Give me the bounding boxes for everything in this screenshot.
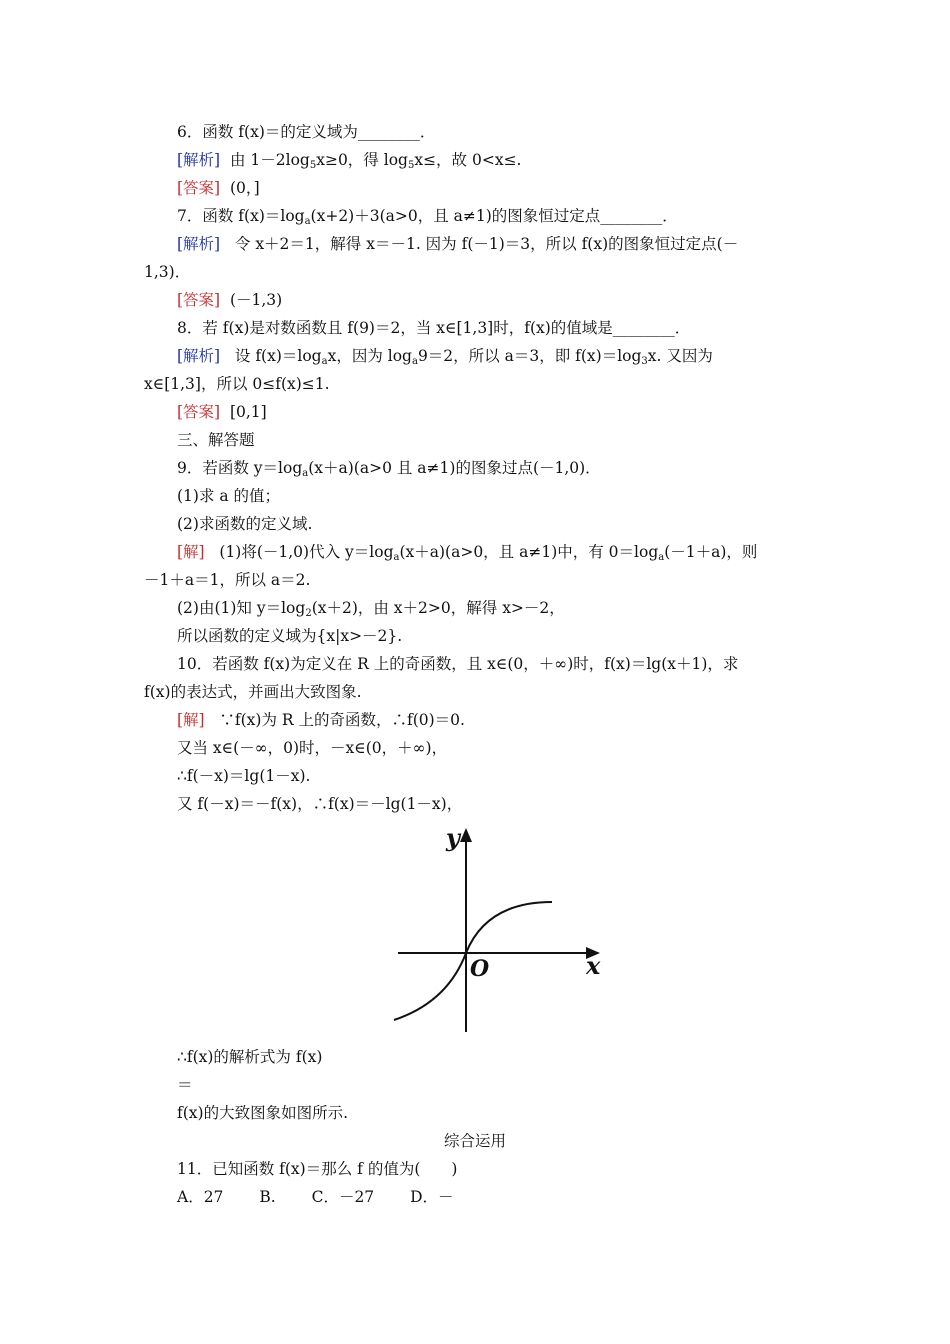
q10-expression: ∴f(x)的解析式为 f(x) xyxy=(177,1048,323,1066)
q10-solution-3: ∴f(－x)＝lg(1－x). xyxy=(177,767,311,785)
q9-part2: (2)求函数的定义域. xyxy=(177,515,313,533)
q9-text: 9．若函数 $y=\log_a(x+a)(a>0$ 且 a≠1)的图象过点(－1,0)． xyxy=(177,459,601,479)
q7-analysis-cont: 1,3)． xyxy=(144,263,191,281)
q9-solution: [解] (1)将(－1,0)代入 $y=\log_a(x+a)(a>0$，且 a≠1)中，有 $0=\log_a(-1+a)$，则 xyxy=(177,543,758,563)
q10-solution-4: 又 f(－x)＝－f(x)，∴f(x)＝－lg(1－x)， xyxy=(177,795,463,813)
q6-text: 6．函数 f(x)＝的定义域为________． xyxy=(177,123,436,141)
q7-text: 7．函数 $f(x)=\log_a(x+2)+3(a>0$，且 a≠1)的图象恒过定点________． xyxy=(177,207,678,227)
q10-graph-note: f(x)的大致图象如图所示. xyxy=(177,1104,349,1122)
q10-equals: ＝ xyxy=(177,1076,193,1094)
answer-tag: [答案] xyxy=(177,179,221,197)
answer-tag: [答案] xyxy=(177,291,221,309)
q10-text: 10．若函数 f(x)为定义在 R 上的奇函数，且 x∈(0，＋∞)时，f(x)＝lg(x＋1)，求 xyxy=(177,655,739,673)
q10-text-cont: f(x)的表达式，并画出大致图象. xyxy=(144,683,362,701)
analysis-tag: [解析] xyxy=(177,151,221,169)
y-axis-arrow xyxy=(460,828,472,842)
q7-analysis: [解析] 令 x＋2＝1，解得 x＝－1. 因为 f(－1)＝3，所以 f(x)的图象恒过定点(－ xyxy=(177,235,739,253)
function-graph xyxy=(380,818,620,1038)
q6-analysis: [解析] 由 $1-2\log_5x\ge 0$，得 $\log_5x\le$，故 0<x≤. xyxy=(177,151,522,171)
analysis-tag: [解析] xyxy=(177,235,221,253)
q9-solution-cont: －1＋a＝1，所以 a＝2. xyxy=(144,571,311,589)
q9-solution-part2: (2)由(1)知 $y=\log_2(x+2)$，由 x＋2>0，解得 x>－2， xyxy=(177,599,565,619)
q8-analysis-cont: x∈[1,3]，所以 0≤f(x)≤1. xyxy=(144,375,330,393)
q8-answer: [答案] [0,1] xyxy=(177,403,267,421)
x-axis-label: x xyxy=(586,951,601,980)
section-comprehensive: 综合运用 xyxy=(443,1132,506,1150)
q9-domain: 所以函数的定义域为{x|x>－2}. xyxy=(177,627,403,645)
q8-text: 8．若 f(x)是对数函数且 f(9)＝2，当 x∈[1,3]时，f(x)的值域是________． xyxy=(177,319,691,337)
q11-choices: A．27 B. C．－27 D．－ xyxy=(177,1188,454,1206)
y-axis-label: y xyxy=(446,823,460,852)
q8-analysis: [解析] 设 $f(x)=\log_ax$，因为 $\log_a9=2$，所以 a＝3，即 $f(x)=\log_3x$. 又因为 xyxy=(177,347,713,367)
analysis-tag: [解析] xyxy=(177,347,221,365)
section-heading: 三、解答题 xyxy=(177,431,255,449)
solution-tag: [解] xyxy=(177,543,205,561)
answer-tag: [答案] xyxy=(177,403,221,421)
solution-tag: [解] xyxy=(177,711,205,729)
q9-part1: (1)求 a 的值； xyxy=(177,487,281,505)
q10-solution-2: 又当 x∈(－∞，0)时，－x∈(0，＋∞)， xyxy=(177,739,448,757)
q11-text: 11．已知函数 f(x)＝那么 f 的值为( ) xyxy=(177,1160,458,1178)
q10-solution: [解] ∵f(x)为 R 上的奇函数，∴f(0)＝0. xyxy=(177,711,465,729)
origin-label: O xyxy=(470,956,490,982)
q6-answer: [答案] (0，] xyxy=(177,179,260,197)
q7-answer: [答案] (－1,3) xyxy=(177,291,283,309)
